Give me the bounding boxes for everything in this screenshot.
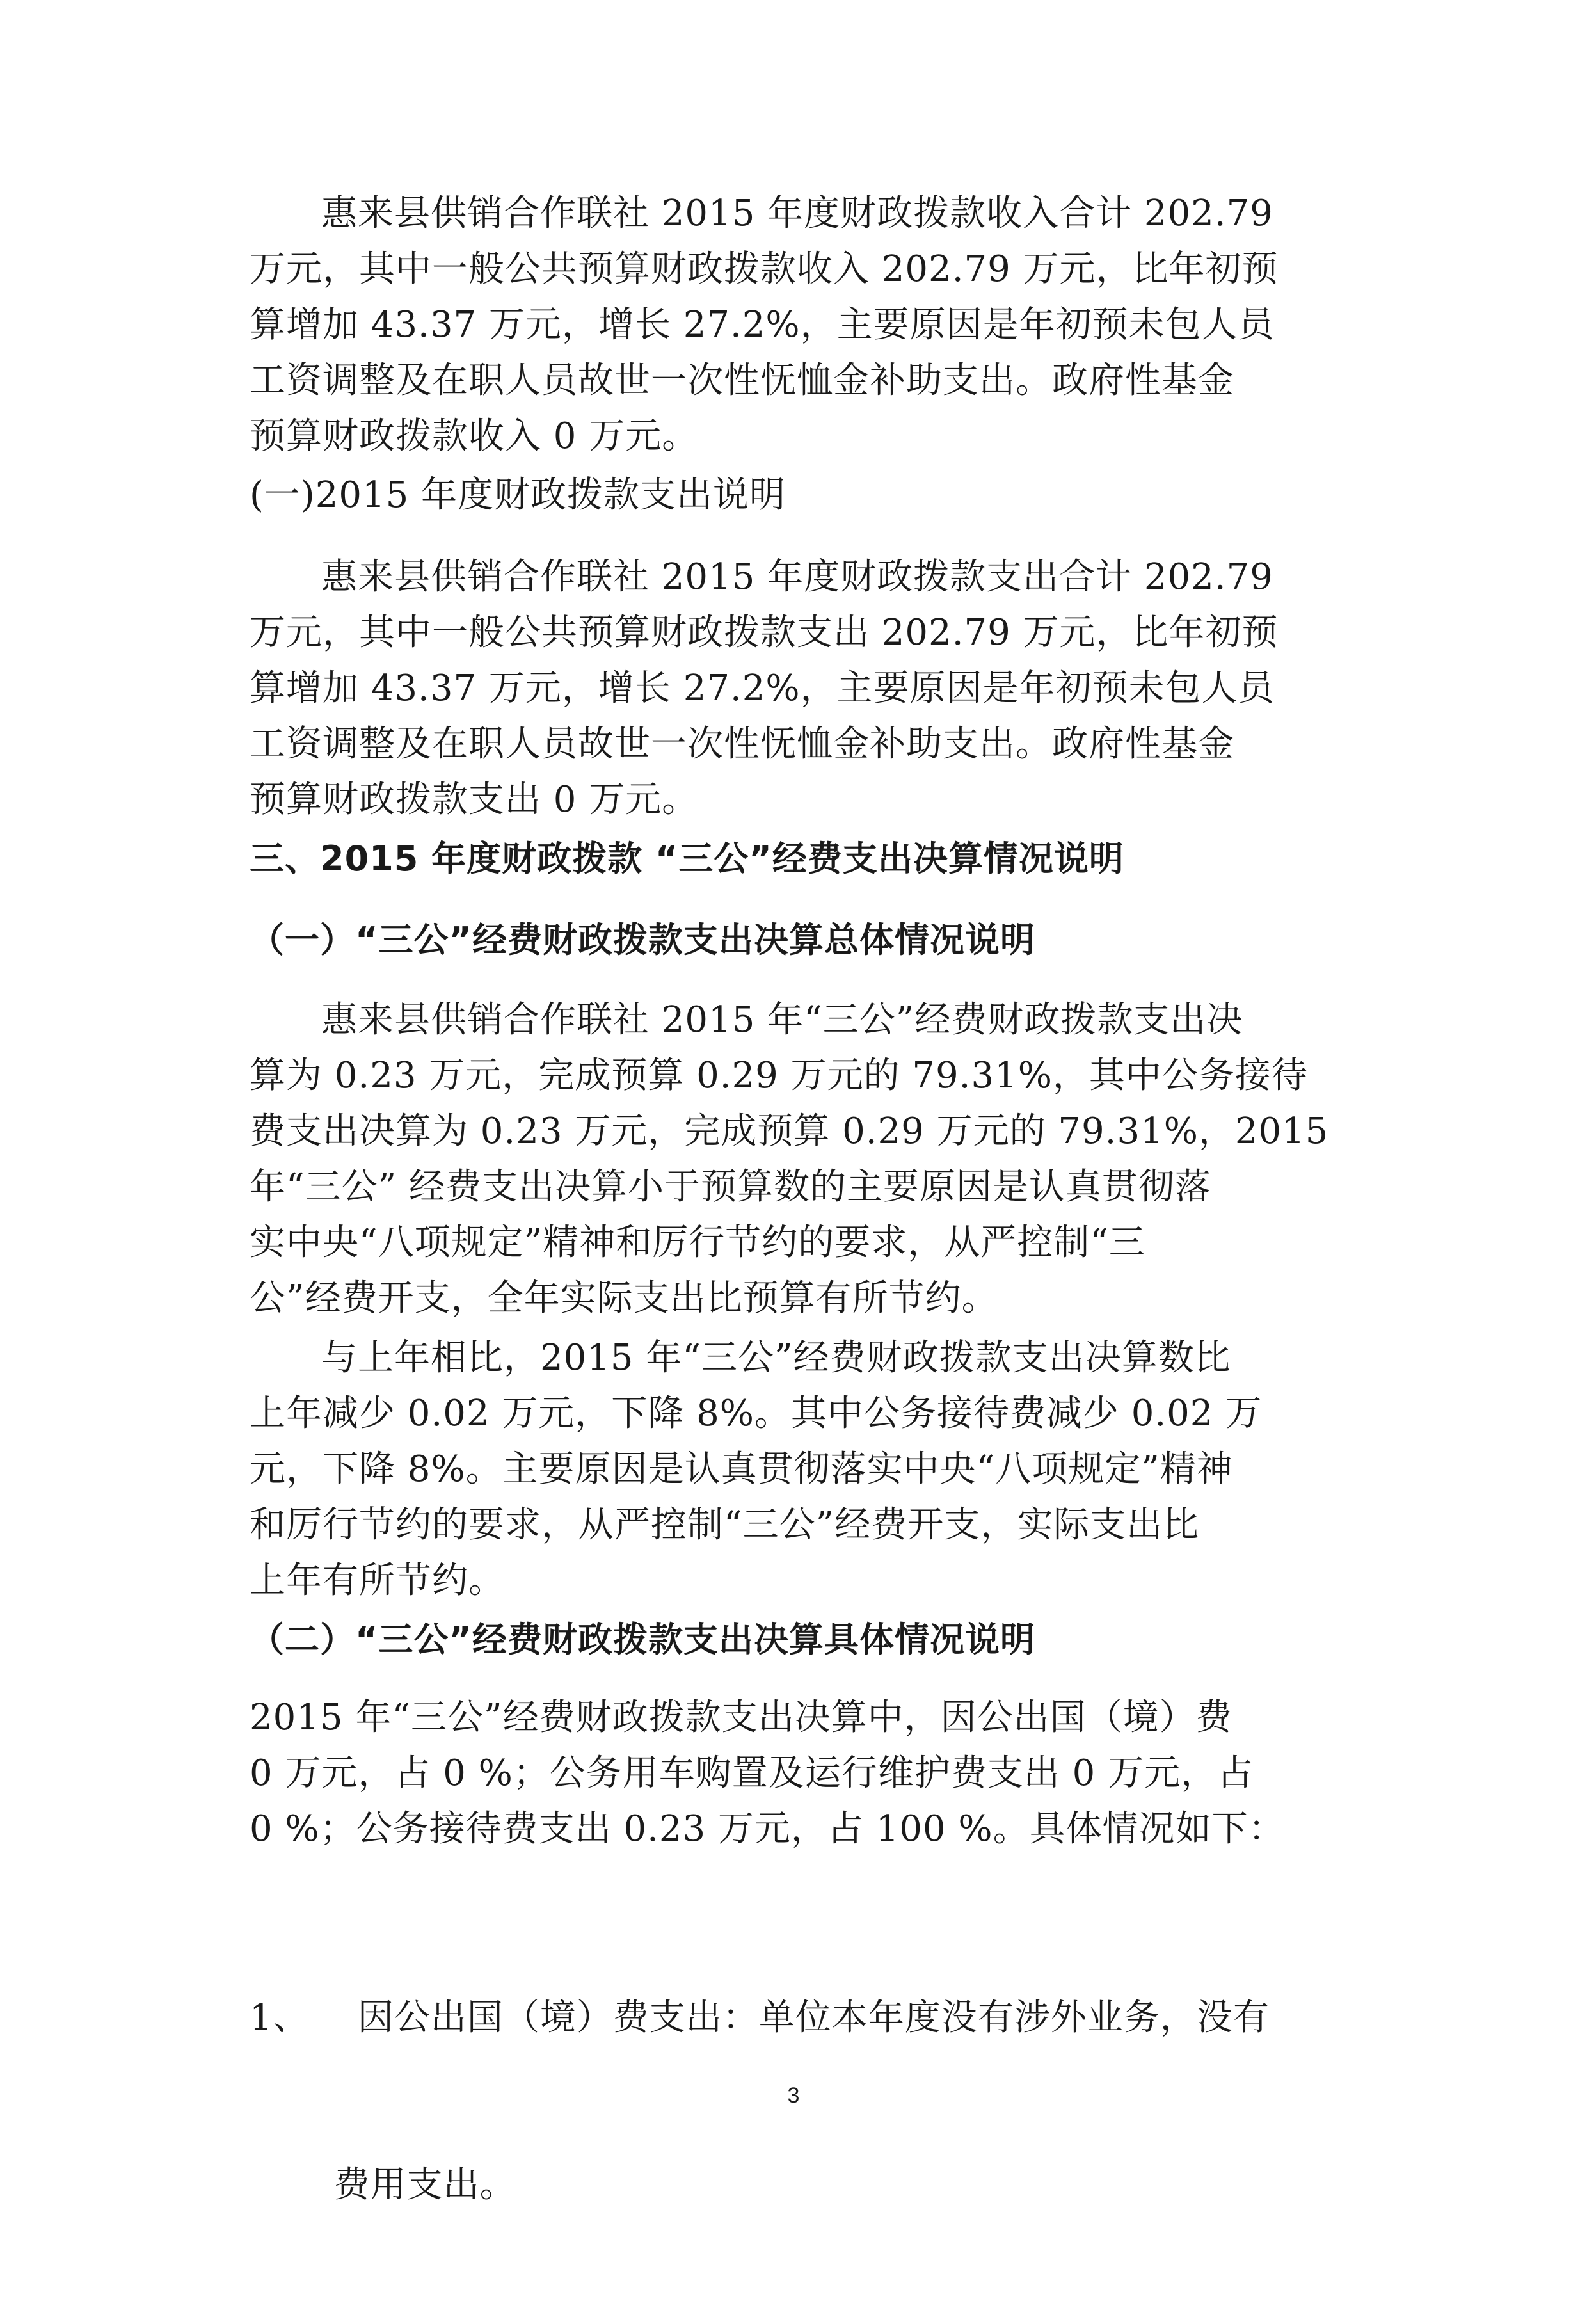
paragraph-line: 上年有所节约。 [250, 1560, 505, 1601]
paragraph-line: 惠来县供销合作联社 2015 年度财政拨款支出合计 202.79 [321, 556, 1273, 598]
year-comparison-paragraph [250, 1330, 1331, 1608]
page-number: 3 [787, 2083, 800, 2108]
paragraph-line: 预算财政拨款支出 0 万元。 [250, 779, 699, 821]
overall-heading [250, 912, 1331, 968]
paragraph-line: 工资调整及在职人员故世一次性怃恤金补助支出。政府性基金 [250, 723, 1234, 765]
paragraph-line: 2015 年“三公”经费财政拨款支出决算中，因公出国（境）费 [250, 1697, 1232, 1738]
detail-heading [250, 1612, 1331, 1667]
heading-text: （一）“三公”经费财政拨款支出决算总体情况说明 [250, 920, 1035, 960]
paragraph-line: 上年减少 0.02 万元，下降 8%。其中公务接待费减少 0.02 万 [250, 1393, 1263, 1434]
paragraph-line: 0 %；公务接待费支出 0.23 万元，占 100 %。具体情况如下： [250, 1808, 1285, 1850]
paragraph-line: 0 万元，占 0 %；公务用车购置及运行维护费支出 0 万元，占 [250, 1752, 1254, 1794]
income-paragraph [250, 186, 1331, 464]
paragraph-line: 年“三公” 经费支出决算小于预算数的主要原因是认真贯彻落 [250, 1166, 1212, 1208]
paragraph-line: 和厉行节约的要求，从严控制“三公”经费开支，实际支出比 [250, 1504, 1200, 1546]
paragraph-line: 万元，其中一般公共预算财政拨款支出 202.79 万元，比年初预 [250, 612, 1279, 653]
paragraph-line: 公”经费开支，全年实际支出比预算有所节约。 [250, 1278, 998, 1319]
list-item-line: 1、 因公出国（境）费支出：单位本年度没有涉外业务，没有 [250, 1997, 1270, 2039]
heading-text: （二）“三公”经费财政拨款支出决算具体情况说明 [250, 1619, 1035, 1660]
list-item-line: 费用支出。 [250, 2164, 516, 2206]
paragraph-line: 算为 0.23 万元，完成预算 0.29 万元的 79.31%，其中公务接待 [250, 1055, 1308, 1096]
paragraph-line: 与上年相比，2015 年“三公”经费财政拨款支出决算数比 [321, 1337, 1231, 1379]
paragraph-line: 预算财政拨款收入 0 万元。 [250, 415, 699, 457]
paragraph-line: 实中央“八项规定”精神和厉行节约的要求，从严控制“三 [250, 1222, 1145, 1263]
paragraph-line: 元，下降 8%。主要原因是认真贯彻落实中央“八项规定”精神 [250, 1448, 1233, 1490]
subheading-text: (一)2015 年度财政拨款支出说明 [250, 474, 786, 516]
paragraph-line: 万元，其中一般公共预算财政拨款收入 202.79 万元，比年初预 [250, 248, 1279, 290]
expenditure-subheading [250, 467, 1331, 523]
overall-paragraph [250, 992, 1331, 1326]
section-three-heading [250, 831, 1331, 886]
paragraph-line: 算增加 43.37 万元，增长 27.2%，主要原因是年初预未包人员 [250, 668, 1275, 709]
paragraph-line: 费支出决算为 0.23 万元，完成预算 0.29 万元的 79.31%，2015 [250, 1110, 1329, 1152]
paragraph-line: 惠来县供销合作联社 2015 年度财政拨款收入合计 202.79 [321, 193, 1273, 234]
paragraph-line: 惠来县供销合作联社 2015 年“三公”经费财政拨款支出决 [321, 999, 1243, 1041]
paragraph-line: 工资调整及在职人员故世一次性怃恤金补助支出。政府性基金 [250, 360, 1234, 401]
heading-text: 三、2015 年度财政拨款 “三公”经费支出决算情况说明 [250, 838, 1124, 879]
detail-paragraph [250, 1690, 1331, 1857]
paragraph-line: 算增加 43.37 万元，增长 27.2%，主要原因是年初预未包人员 [250, 304, 1275, 346]
expenditure-paragraph [250, 549, 1331, 828]
